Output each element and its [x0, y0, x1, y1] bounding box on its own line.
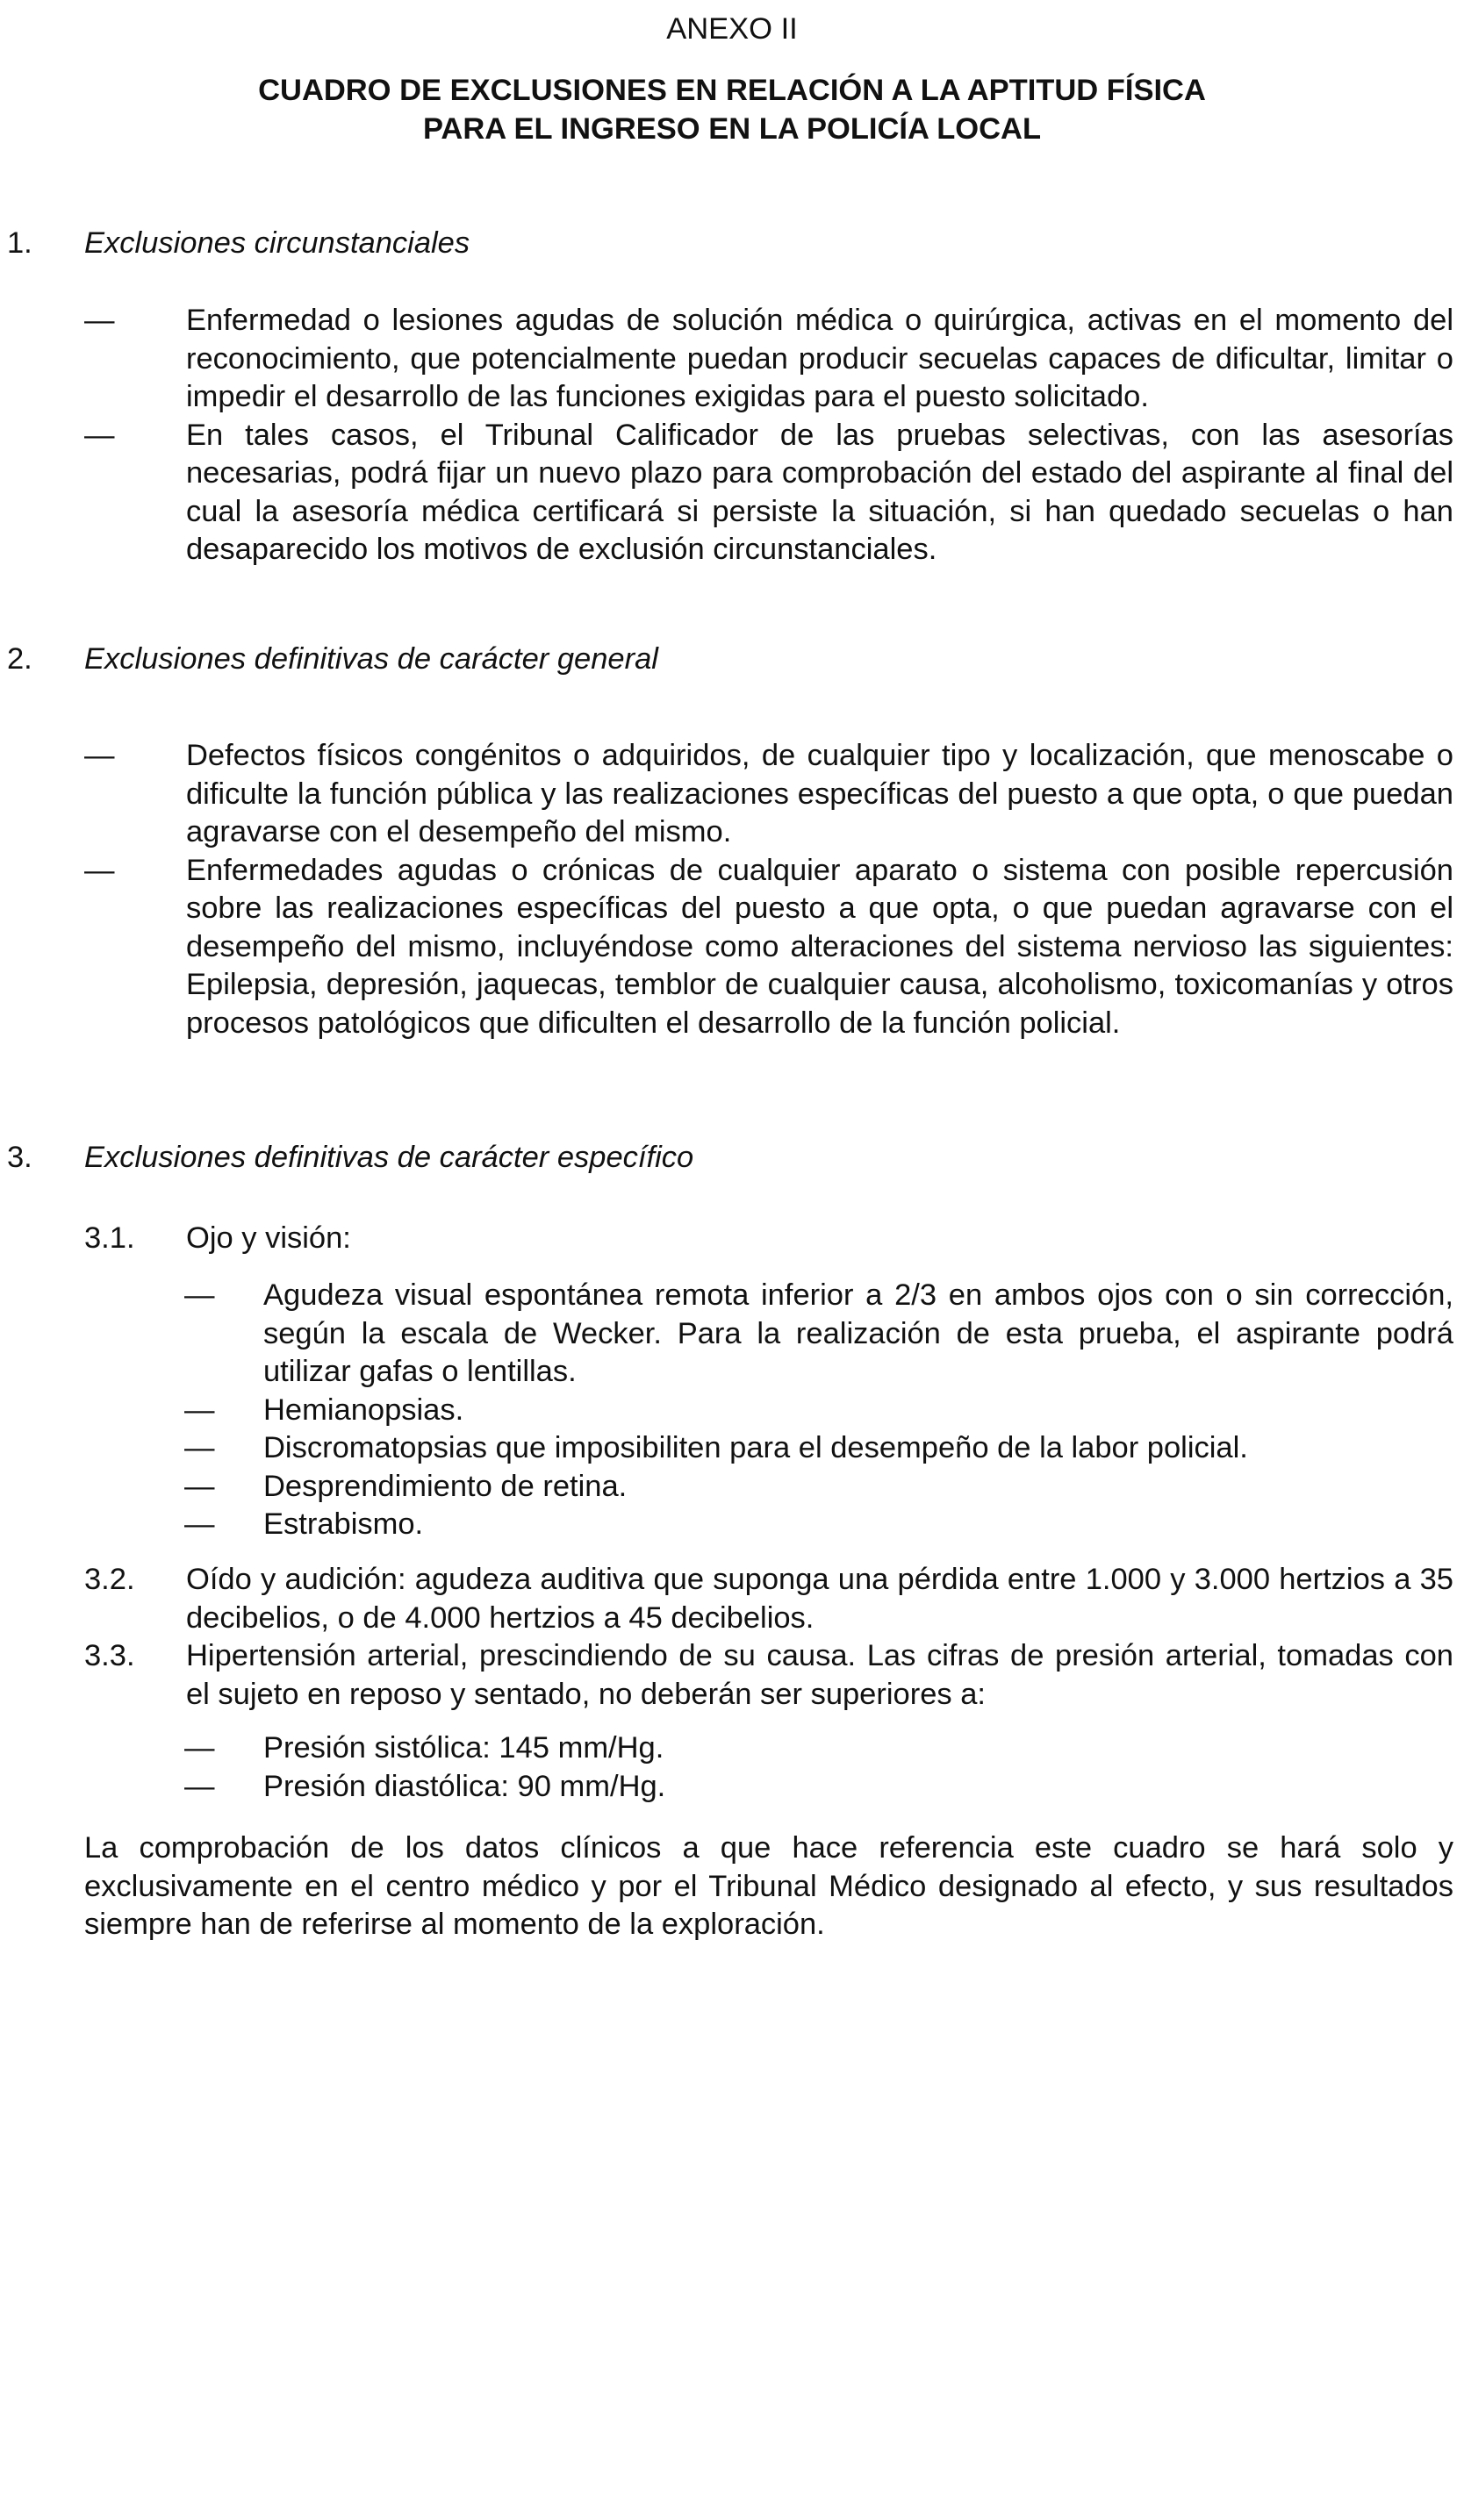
section-1-list — [84, 302, 1453, 569]
list-item — [184, 1277, 1453, 1392]
list-item — [84, 302, 1453, 417]
annex-label: ANEXO II — [666, 12, 798, 46]
subsection-number: 3.1. — [84, 1221, 135, 1255]
list-item — [84, 852, 1453, 1043]
list-item-text: Defectos físicos congénitos o adquiridos, de cualquier tipo y localización, que menoscabe o dificulte la función pública y las realizaciones específicas del puesto a que opta, o que puedan agravarse con el desempeño del mismo. — [186, 739, 1453, 848]
list-item — [84, 417, 1453, 569]
section-2-list — [84, 737, 1453, 1042]
dash-bullet: — — [184, 1769, 215, 1803]
subsection-3-3-list — [184, 1729, 1453, 1806]
list-item — [184, 1768, 1453, 1807]
list-item-text: Enfermedades agudas o crónicas de cualquier aparato o sistema con posible repercusión sobre las realizaciones específicas del puesto a que opta, o que puedan agravarse con el desempeño del mismo, incluyéndose como alteraciones del sistema nervioso las siguientes: Epilepsia, depresión, jaquecas, temblor de cualquier causa, alcoholismo, toxicomanías y otros procesos patológicos que dificulten el desarrollo de la función policial. — [186, 853, 1453, 1040]
section-title: Exclusiones definitivas de carácter específico — [84, 1141, 694, 1174]
list-item-text: Agudeza visual espontánea remota inferior a 2/3 en ambos ojos con o sin corrección, según la escala de Wecker. Para la realización de esta prueba, el aspirante podrá utilizar gafas o lentillas. — [263, 1278, 1453, 1388]
section-number: 1. — [7, 226, 32, 260]
section-2-heading — [7, 641, 658, 679]
list-item-text: Discromatopsias que imposibiliten para el desempeño de la labor policial. — [263, 1431, 1248, 1464]
subsection-text: Hipertensión arterial, prescindiendo de su causa. Las cifras de presión arterial, tomadas con el sujeto en reposo y sentado, no deberán ser superiores a: — [186, 1639, 1453, 1711]
list-item-text: Presión diastólica: 90 mm/Hg. — [263, 1769, 666, 1803]
list-item-text: Desprendimiento de retina. — [263, 1469, 628, 1503]
list-item — [184, 1429, 1453, 1468]
subsection-number: 3.2. — [84, 1563, 135, 1596]
list-item-text: Presión sistólica: 145 mm/Hg. — [263, 1731, 664, 1765]
list-item — [184, 1468, 1453, 1507]
subsection-3-3 — [84, 1637, 1453, 1714]
section-title: Exclusiones circunstanciales — [84, 226, 470, 260]
section-title: Exclusiones definitivas de carácter general — [84, 642, 658, 676]
list-item — [184, 1729, 1453, 1768]
subsection-text: Oído y audición: agudeza auditiva que suponga una pérdida entre 1.000 y 3.000 hertzios a 35 decibelios, o de 4.000 hertzios a 45 decibelios. — [186, 1563, 1453, 1635]
list-item-text: Enfermedad o lesiones agudas de solución médica o quirúrgica, activas en el momento del reconocimiento, que potencialmente puedan producir secuelas capaces de dificultar, limitar o impedir el desarrollo de las funciones exigidas para el puesto solicitado. — [186, 304, 1453, 413]
dash-bullet: — — [84, 304, 115, 337]
subsection-text: Ojo y visión: — [186, 1221, 351, 1255]
title-line-2: PARA EL INGRESO EN LA POLICÍA LOCAL — [422, 111, 1042, 146]
document-title — [0, 72, 1464, 148]
dash-bullet: — — [84, 739, 115, 772]
section-1-heading — [7, 225, 470, 263]
list-item-text: Hemianopsias. — [263, 1392, 464, 1427]
subsection-3-1-list — [184, 1277, 1453, 1544]
dash-bullet: — — [184, 1431, 215, 1464]
dash-bullet: — — [84, 853, 115, 887]
dash-bullet: — — [84, 418, 115, 452]
section-number: 2. — [7, 642, 32, 676]
subsection-3-1 — [84, 1220, 1453, 1258]
dash-bullet: — — [184, 1392, 215, 1427]
closing-paragraph: La comprobación de los datos clínicos a que hace referencia este cuadro se hará solo y exclusivamente en el centro médico y por el Tribunal Médico designado al efecto, y sus resultados siempre han de referirse al momento de la exploración. — [84, 1831, 1453, 1941]
list-item — [184, 1392, 1453, 1430]
dash-bullet: — — [184, 1731, 215, 1765]
list-item — [184, 1506, 1453, 1544]
dash-bullet: — — [184, 1507, 215, 1541]
subsection-number: 3.3. — [84, 1639, 135, 1672]
dash-bullet: — — [184, 1278, 215, 1312]
list-item — [84, 737, 1453, 852]
section-3-heading — [7, 1139, 693, 1178]
title-line-1: CUADRO DE EXCLUSIONES EN RELACIÓN A LA APTITUD FÍSICA — [258, 74, 1206, 107]
list-item-text: Estrabismo. — [263, 1507, 424, 1541]
section-number: 3. — [7, 1141, 32, 1174]
subsection-3-2 — [84, 1561, 1453, 1637]
dash-bullet: — — [184, 1469, 215, 1503]
list-item-text: En tales casos, el Tribunal Calificador de las pruebas selectivas, con las asesorías necesarias, podrá fijar un nuevo plazo para comprobación del estado del aspirante al final del cual la asesoría médica certificará si persiste la situación, si han quedado secuelas o han desaparecido los motivos de exclusión circunstanciales. — [186, 418, 1453, 566]
